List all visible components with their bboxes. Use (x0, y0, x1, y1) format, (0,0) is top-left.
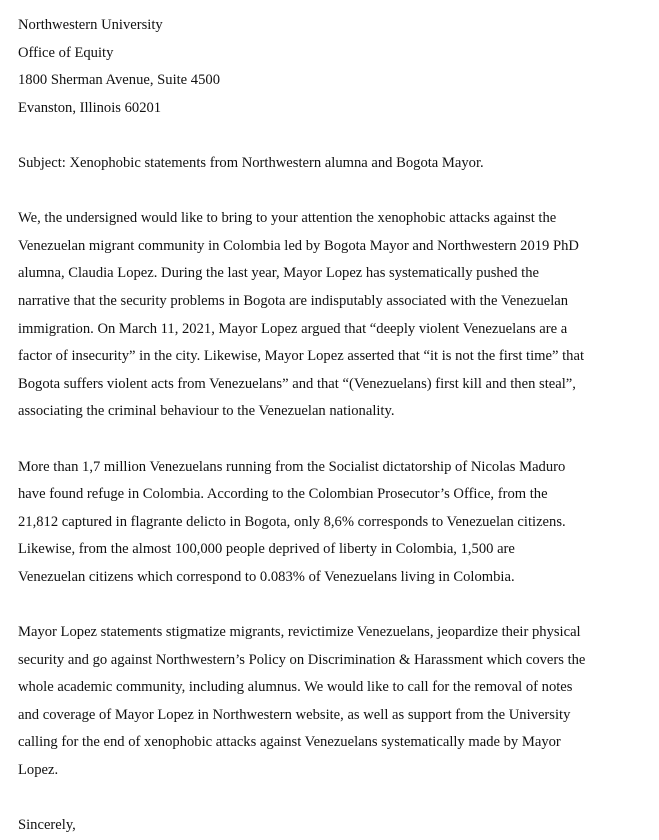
address-block (18, 12, 648, 122)
paragraph-line: Venezuelan migrant community in Colombia led by Bogota Mayor and Northwestern 2019 PhD (18, 237, 579, 254)
paragraph-line: security and go against Northwestern’s Policy on Discrimination & Harassment which covers the (18, 651, 586, 668)
paragraph-line: have found refuge in Colombia. According to the Colombian Prosecutor’s Office, from the (18, 486, 548, 503)
paragraph-line: 21,812 captured in flagrante delicto in Bogota, only 8,6% corresponds to Venezuelan citizens. (18, 513, 566, 530)
paragraph-line: Lopez. (18, 762, 59, 779)
paragraph-line: Venezuelan citizens which correspond to 0.083% of Venezuelans living in Colombia. (18, 568, 515, 585)
blank-line (18, 178, 648, 206)
blank-line (18, 426, 648, 454)
closing-line: Sincerely, (18, 817, 76, 834)
address-line: Northwestern University (18, 17, 163, 33)
paragraph-line: More than 1,7 million Venezuelans running from the Socialist dictatorship of Nicolas Maduro (18, 458, 566, 475)
paragraph-line: associating the criminal behaviour to the Venezuelan nationality. (18, 403, 395, 420)
paragraph-1 (18, 205, 648, 426)
subject-line: Subject: Xenophobic statements from Northwestern alumna and Bogota Mayor. (18, 154, 484, 171)
letter-document (18, 12, 648, 840)
blank-line (18, 785, 648, 813)
paragraph-line: factor of insecurity” in the city. Likewise, Mayor Lopez asserted that “it is not the first time” that (18, 348, 584, 365)
paragraph-line: Bogota suffers violent acts from Venezuelans” and that “(Venezuelans) first kill and then steal”, (18, 375, 576, 392)
address-line: Office of Equity (18, 44, 114, 61)
paragraph-line: narrative that the security problems in Bogota are indisputably associated with the Venezuelan (18, 292, 569, 309)
paragraph-3 (18, 619, 648, 785)
address-line: 1800 Sherman Avenue, Suite 4500 (18, 72, 220, 89)
blank-line (18, 591, 648, 619)
paragraph-line: whole academic community, including alumnus. We would like to call for the removal of notes (18, 679, 573, 696)
paragraph-line: alumna, Claudia Lopez. During the last year, Mayor Lopez has systematically pushed the (18, 265, 539, 282)
paragraph-line: calling for the end of xenophobic attacks against Venezuelans systematically made by Mayor (18, 734, 561, 751)
paragraph-line: and coverage of Mayor Lopez in Northwestern website, as well as support from the University (18, 706, 571, 723)
paragraph-2 (18, 454, 648, 592)
paragraph-line: We, the undersigned would like to bring to your attention the xenophobic attacks against the (18, 210, 557, 227)
address-line: Evanston, Illinois 60201 (18, 99, 162, 116)
paragraph-line: Mayor Lopez statements stigmatize migrants, revictimize Venezuelans, jeopardize their physical (18, 624, 581, 641)
paragraph-line: Likewise, from the almost 100,000 people deprived of liberty in Colombia, 1,500 are (18, 541, 515, 558)
blank-line (18, 122, 648, 150)
paragraph-line: immigration. On March 11, 2021, Mayor Lopez argued that “deeply violent Venezuelans are a (18, 320, 568, 337)
